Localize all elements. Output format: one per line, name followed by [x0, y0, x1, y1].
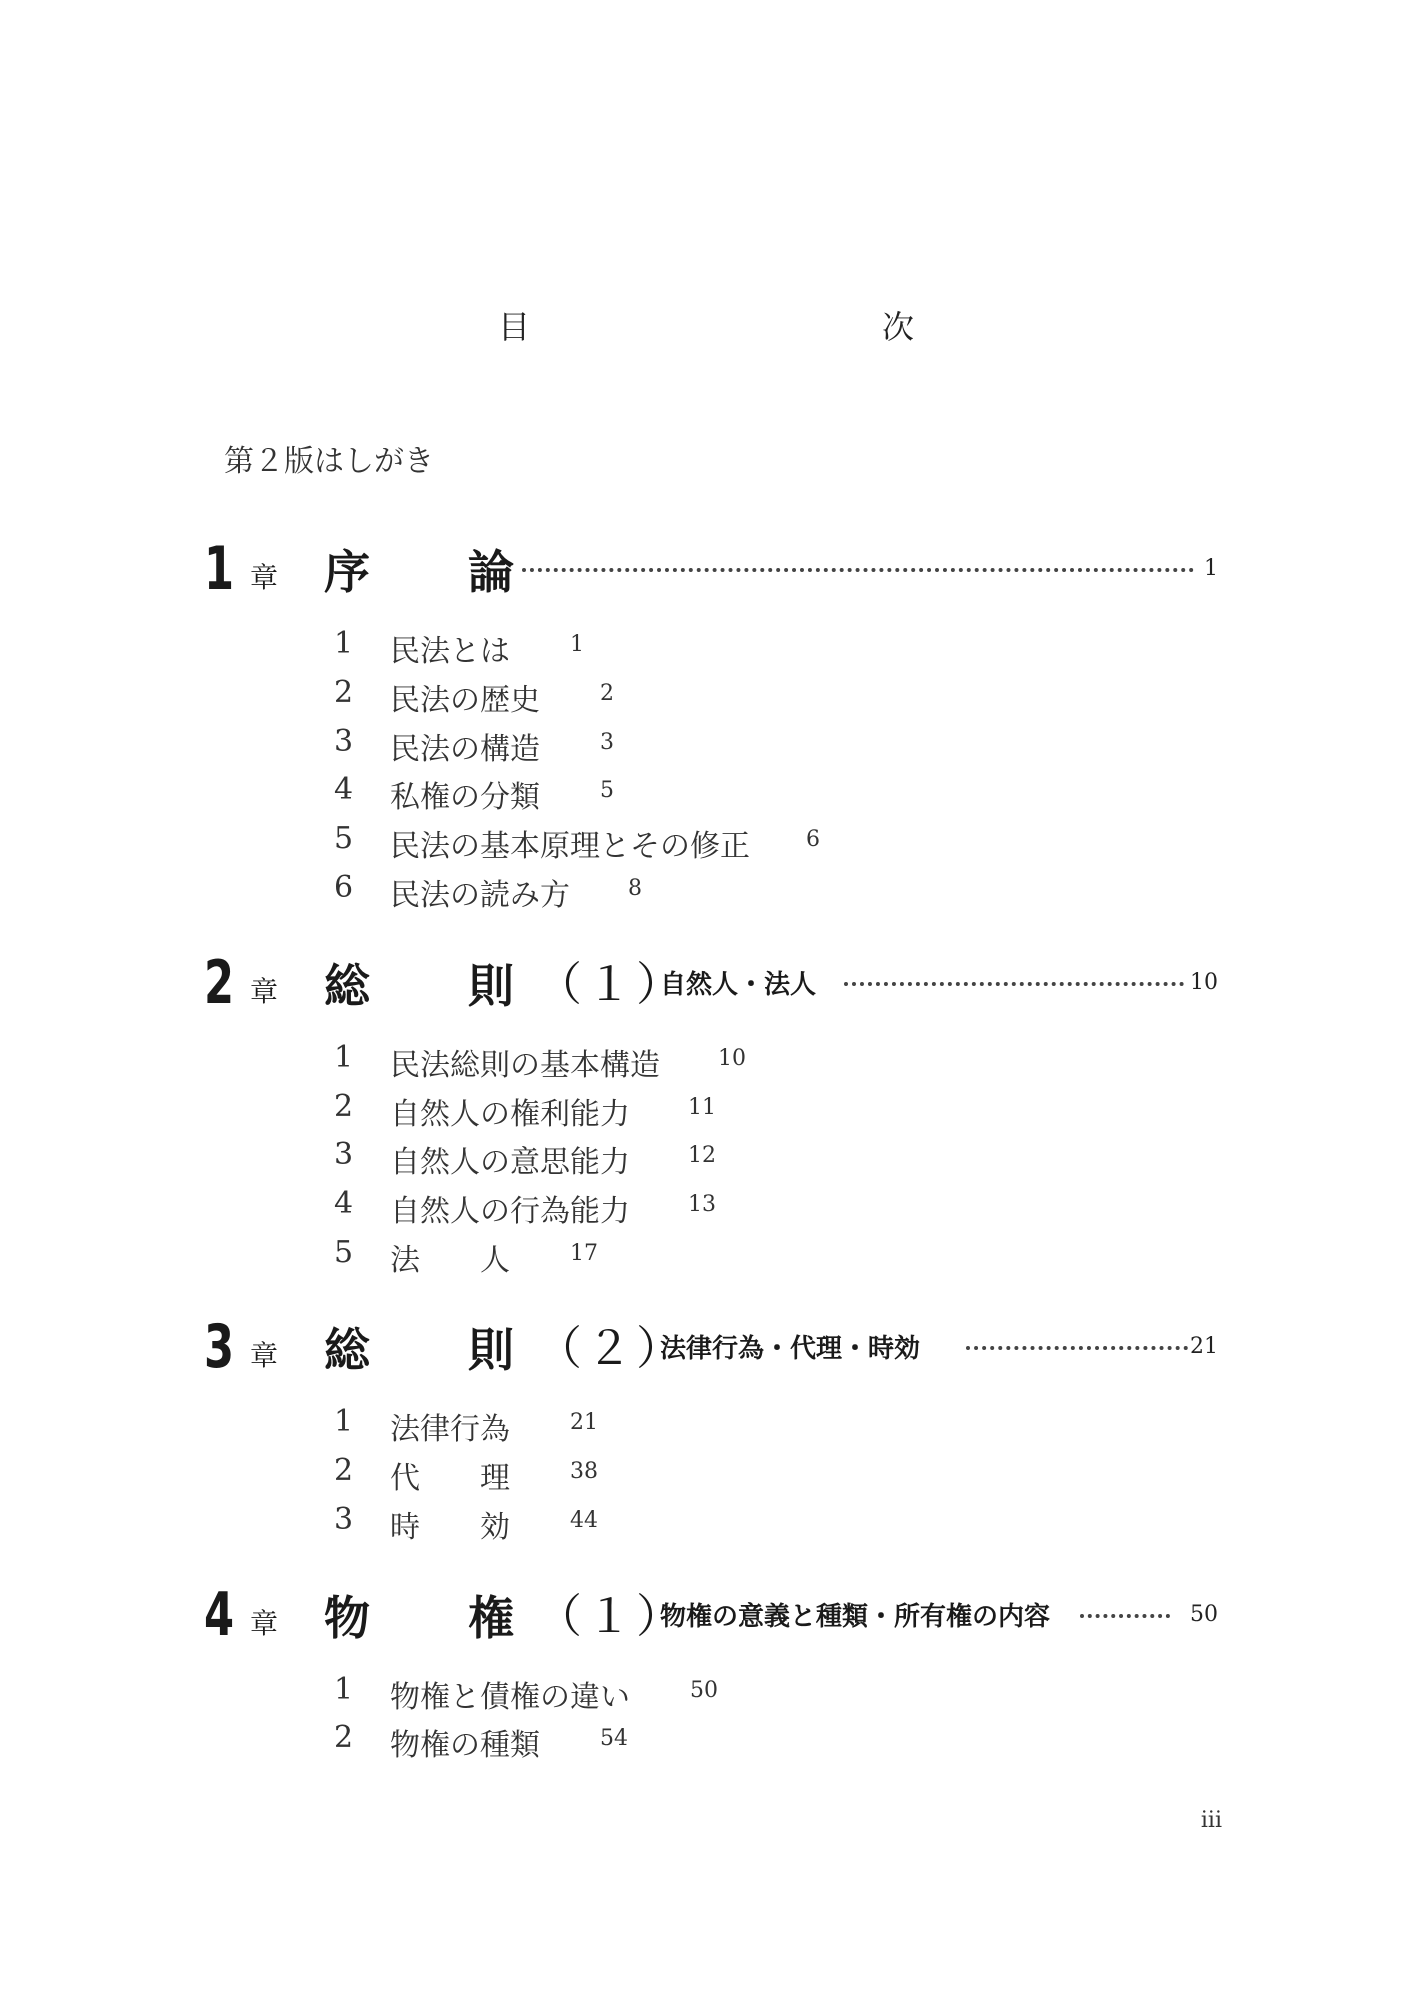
section-title: 自然人の意思能力 [390, 1145, 630, 1180]
section-title: 時 効 [390, 1510, 510, 1545]
section-title: 自然人の権利能力 [390, 1097, 630, 1132]
chapter-title-second: 論 [468, 545, 514, 599]
chapter-number: 4 [204, 1580, 235, 1650]
section-page: 11 [688, 1095, 716, 1120]
chapter-number: 3 [204, 1312, 235, 1382]
section-page: 1 [570, 632, 584, 657]
page-title: 目 次 [497, 308, 1010, 346]
section-number: 2 [334, 1453, 354, 1488]
section-number: 5 [334, 821, 354, 856]
section-number: 3 [334, 724, 354, 759]
section-title: 民法の構造 [390, 732, 540, 767]
section-number: 1 [334, 626, 354, 661]
chapter-heading[interactable] [204, 1576, 1224, 1650]
section-title: 私権の分類 [390, 780, 540, 815]
chapter-part-number: （１） [536, 957, 686, 1011]
section-page: 44 [570, 1508, 598, 1533]
section-title: 民法の基本原理とその修正 [390, 829, 750, 864]
section-number: 2 [334, 1089, 354, 1124]
chapter-label: 章 [250, 561, 279, 594]
dot-leader [1080, 1614, 1170, 1618]
section-title: 自然人の行為能力 [390, 1194, 630, 1229]
section-page: 2 [600, 681, 614, 706]
section-page: 6 [806, 827, 820, 852]
section-page: 17 [570, 1241, 598, 1266]
chapter-page-number: 21 [1190, 1334, 1218, 1359]
section-number: 3 [334, 1137, 354, 1172]
preface-entry[interactable]: 第２版はしがき [224, 444, 434, 479]
chapter-label: 章 [250, 1607, 279, 1640]
section-title: 法律行為 [390, 1412, 510, 1447]
section-title: 民法の読み方 [390, 878, 570, 913]
section-number: 5 [334, 1235, 354, 1270]
section-page: 54 [600, 1726, 628, 1751]
section-number: 2 [334, 675, 354, 710]
section-page: 8 [628, 876, 642, 901]
section-title: 物権と債権の違い [390, 1680, 630, 1715]
chapter-label: 章 [250, 975, 279, 1008]
section-number: 1 [334, 1672, 354, 1707]
chapter-page-number: 1 [1204, 556, 1218, 581]
chapter-page-number: 50 [1190, 1602, 1218, 1627]
section-page: 13 [688, 1192, 716, 1217]
chapter-heading[interactable] [204, 944, 1224, 1018]
section-number: 4 [334, 772, 354, 807]
chapter-subtitle: 物権の意義と種類・所有権の内容 [660, 1602, 1051, 1632]
section-title: 民法総則の基本構造 [390, 1048, 660, 1083]
section-number: 4 [334, 1186, 354, 1221]
section-title: 物権の種類 [390, 1728, 540, 1763]
chapter-heading[interactable] [204, 1308, 1224, 1382]
chapter-part-number: （１） [536, 1589, 686, 1643]
chapter-title-first: 総 [324, 1323, 370, 1377]
chapter-page-number: 10 [1190, 970, 1218, 995]
dot-leader [966, 1346, 1188, 1350]
chapter-number: 1 [204, 534, 235, 604]
chapter-part-number: （２） [536, 1321, 686, 1375]
chapter-heading[interactable] [204, 530, 1224, 604]
section-page: 10 [718, 1046, 746, 1071]
dot-leader [522, 568, 1194, 572]
section-page: 21 [570, 1410, 598, 1435]
chapter-title-second: 則 [468, 1323, 514, 1377]
chapter-title-first: 総 [324, 959, 370, 1013]
section-page: 50 [690, 1678, 718, 1703]
section-page: 5 [600, 778, 614, 803]
section-page: 3 [600, 730, 614, 755]
section-title: 民法とは [390, 634, 510, 669]
chapter-label: 章 [250, 1339, 279, 1372]
section-number: 3 [334, 1502, 354, 1537]
chapter-title-second: 則 [468, 959, 514, 1013]
chapter-subtitle: 法律行為・代理・時効 [660, 1334, 921, 1364]
chapter-number: 2 [204, 948, 235, 1018]
chapter-subtitle: 自然人・法人 [660, 970, 817, 1000]
dot-leader [844, 982, 1184, 986]
chapter-title-first: 序 [324, 545, 370, 599]
page-folio: iii [1200, 1808, 1222, 1833]
section-number: 2 [334, 1720, 354, 1755]
section-title: 民法の歴史 [390, 683, 540, 718]
section-page: 38 [570, 1459, 598, 1484]
chapter-title-first: 物 [324, 1591, 370, 1645]
chapter-title-second: 権 [468, 1591, 514, 1645]
section-number: 1 [334, 1404, 354, 1439]
section-title: 法 人 [390, 1243, 510, 1278]
section-title: 代 理 [390, 1461, 510, 1496]
section-number: 1 [334, 1040, 354, 1075]
section-page: 12 [688, 1143, 716, 1168]
section-number: 6 [334, 870, 354, 905]
